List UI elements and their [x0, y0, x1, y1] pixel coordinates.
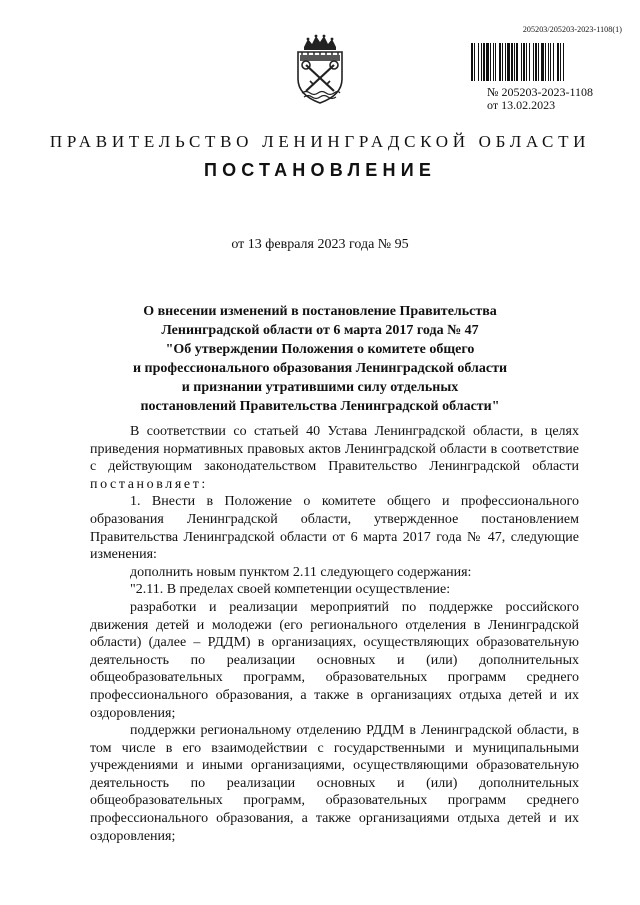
registration-date: от 13.02.2023: [487, 98, 556, 112]
document-body: [90, 423, 579, 845]
barcode-bar: [523, 43, 525, 81]
barcode-bar: [521, 43, 522, 81]
barcode-bar: [553, 43, 554, 81]
barcode-bar: [486, 43, 489, 81]
item-1-paragraph: 1. Внести в Положение о комитете общего и профессионального образования Ленинградской области, утвержденное постановлением Правительства Ленинградской области от 6 марта 2017 года № 47, следующие изменения:: [90, 494, 579, 563]
document-reference: 205203/205203-2023-1108(1): [522, 25, 622, 34]
amendment-intro: дополнить новым пунктом 2.11 следующего содержания:: [130, 564, 472, 580]
barcode-bar: [505, 43, 506, 81]
registration-number: № 205203-2023-1108: [487, 85, 593, 99]
barcode-bar: [545, 43, 546, 81]
heading-line: постановлений Правительства Ленинградской области": [140, 399, 500, 414]
barcode-bar: [557, 43, 559, 81]
barcode-bar: [538, 43, 539, 81]
government-title: ПРАВИТЕЛЬСТВО ЛЕНИНГРАДСКОЙ ОБЛАСТИ: [49, 132, 591, 151]
document-date: от 13 февраля 2023 года № 95: [231, 237, 409, 252]
barcode-bar: [481, 43, 482, 81]
barcode-bar: [474, 43, 475, 81]
barcode-bar: [478, 43, 479, 81]
barcode-bar: [490, 43, 491, 81]
barcode-bar: [533, 43, 534, 81]
clause-2-11-item-1: разработки и реализации мероприятий по поддержке российского движения детей и молодежи (его регионального отделения в Ленинградской области) (далее – РДДМ) в организациях, осуществляющих образовательную деятельность по реализации основных и (или) дополнительных общеобразовательных программ, образовательных программ среднего профессионального образования, а также в организациях отдыха детей и их оздоровления;: [90, 599, 579, 721]
barcode-bar: [507, 43, 510, 81]
barcode-bar: [560, 43, 561, 81]
document-type: ПОСТАНОВЛЕНИЕ: [203, 160, 437, 180]
resolution-heading: [90, 302, 550, 416]
barcode-bar: [550, 43, 551, 81]
clause-2-11-item-2: поддержки региональному отделению РДДМ в Ленинградской области, в том числе в его взаимодействии с государственными и муниципальными учреждениями и иными организациями, осуществляющими образовательную деятельность по реализации основных и (или) дополнительных общеобразовательных программ, образовательных программ среднего профессионального образования, а также организациями отдыха детей и их оздоровления;: [90, 723, 579, 844]
barcode-bar: [541, 43, 544, 81]
heading-line: "Об утверждении Положения о комитете общего: [165, 342, 475, 357]
barcode-bar: [529, 43, 530, 81]
barcode-bar: [563, 43, 564, 81]
barcode-bar: [483, 43, 485, 81]
barcode-bar: [526, 43, 527, 81]
heading-line: О внесении изменений в постановление Правительства: [143, 304, 497, 319]
barcode-icon: [470, 43, 616, 81]
barcode-bar: [471, 43, 473, 81]
heading-line: и профессионального образования Ленинградской области: [132, 361, 508, 376]
clause-2-11-title: "2.11. В пределах своей компетенции осуществление:: [130, 582, 451, 598]
barcode-bar: [511, 43, 513, 81]
preamble-paragraph: [90, 423, 579, 493]
barcode-bar: [495, 43, 496, 81]
barcode-bar: [502, 43, 503, 81]
barcode-bar: [535, 43, 537, 81]
barcode-bar: [548, 43, 549, 81]
barcode-bar: [499, 43, 501, 81]
barcode-bar: [516, 43, 518, 81]
preamble-text: В соответствии со статьей 40 Устава Ленинградской области, в целях приведения нормативных правовых актов Ленинградской области в соответствие с действующим законодательством Правительство Ленинградской области: [90, 424, 579, 475]
coat-of-arms-icon: [290, 33, 350, 105]
heading-line: и признании утратившими силу отдельных: [181, 380, 459, 395]
barcode-bar: [514, 43, 515, 81]
heading-line: Ленинградской области от 6 марта 2017 года № 47: [161, 323, 479, 338]
resolves-keyword: постановляет:: [90, 476, 208, 492]
barcode-bar: [493, 43, 494, 81]
